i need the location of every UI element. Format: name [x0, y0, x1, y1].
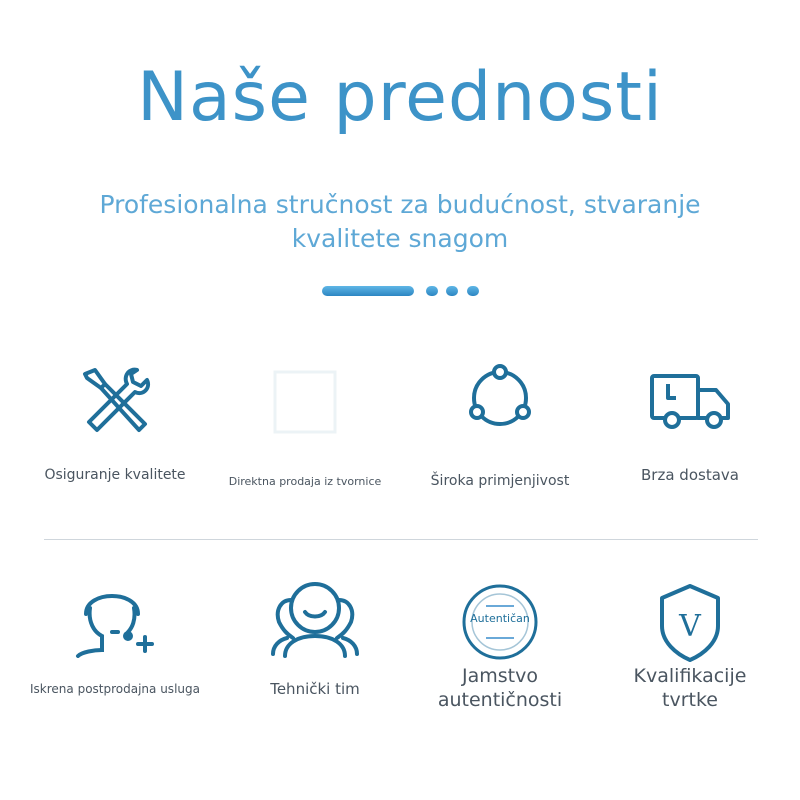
- feature-label: Iskrena postprodajna usluga: [30, 682, 200, 696]
- divider-dot: [426, 286, 438, 296]
- tools-icon: [75, 362, 155, 442]
- feature-label-line-2: tvrtke: [662, 689, 718, 711]
- feature-label-line-1: Kvalifikacije: [633, 665, 747, 687]
- factory-icon: [265, 362, 345, 442]
- team-icon: [267, 578, 363, 658]
- feature-label: Osiguranje kvalitete: [44, 467, 186, 483]
- feature-label: Brza dostava: [641, 466, 739, 484]
- feature-technical-team: [220, 578, 410, 718]
- feature-label: Direktna prodaja iz tvornice: [228, 475, 382, 488]
- feature-after-sales: [20, 574, 210, 714]
- badge-text: Autentičan: [470, 612, 530, 625]
- feature-company-qualifications: [595, 582, 785, 722]
- feature-label: Široka primjenjivost: [430, 473, 570, 489]
- feature-factory-direct: [210, 362, 400, 502]
- section-divider: [44, 539, 758, 540]
- feature-fast-delivery: [595, 362, 785, 502]
- feature-label-line-2: autentičnosti: [437, 689, 563, 711]
- subtitle-line-1: Profesionalna stručnost za budućnost, stvaranje: [99, 190, 701, 219]
- delivery-truck-icon: [648, 368, 732, 434]
- page-title: Naše prednosti: [137, 58, 663, 137]
- feature-label-line-1: Jamstvo: [462, 665, 538, 687]
- divider-bar: [322, 286, 414, 296]
- feature-authenticity-guarantee: [405, 584, 595, 724]
- feature-quality-assurance: [20, 362, 210, 502]
- page-subtitle: [60, 188, 740, 256]
- share-icon: [458, 362, 542, 436]
- subtitle-line-2: kvalitete snagom: [291, 224, 509, 253]
- divider-dot: [467, 286, 479, 296]
- svg-text:V: V: [679, 609, 701, 644]
- feature-label: Tehnički tim: [270, 680, 360, 698]
- divider-dot: [446, 286, 458, 296]
- feature-wide-applicability: [405, 362, 595, 502]
- customer-service-icon: [72, 574, 158, 658]
- shield-v-icon: [656, 582, 724, 662]
